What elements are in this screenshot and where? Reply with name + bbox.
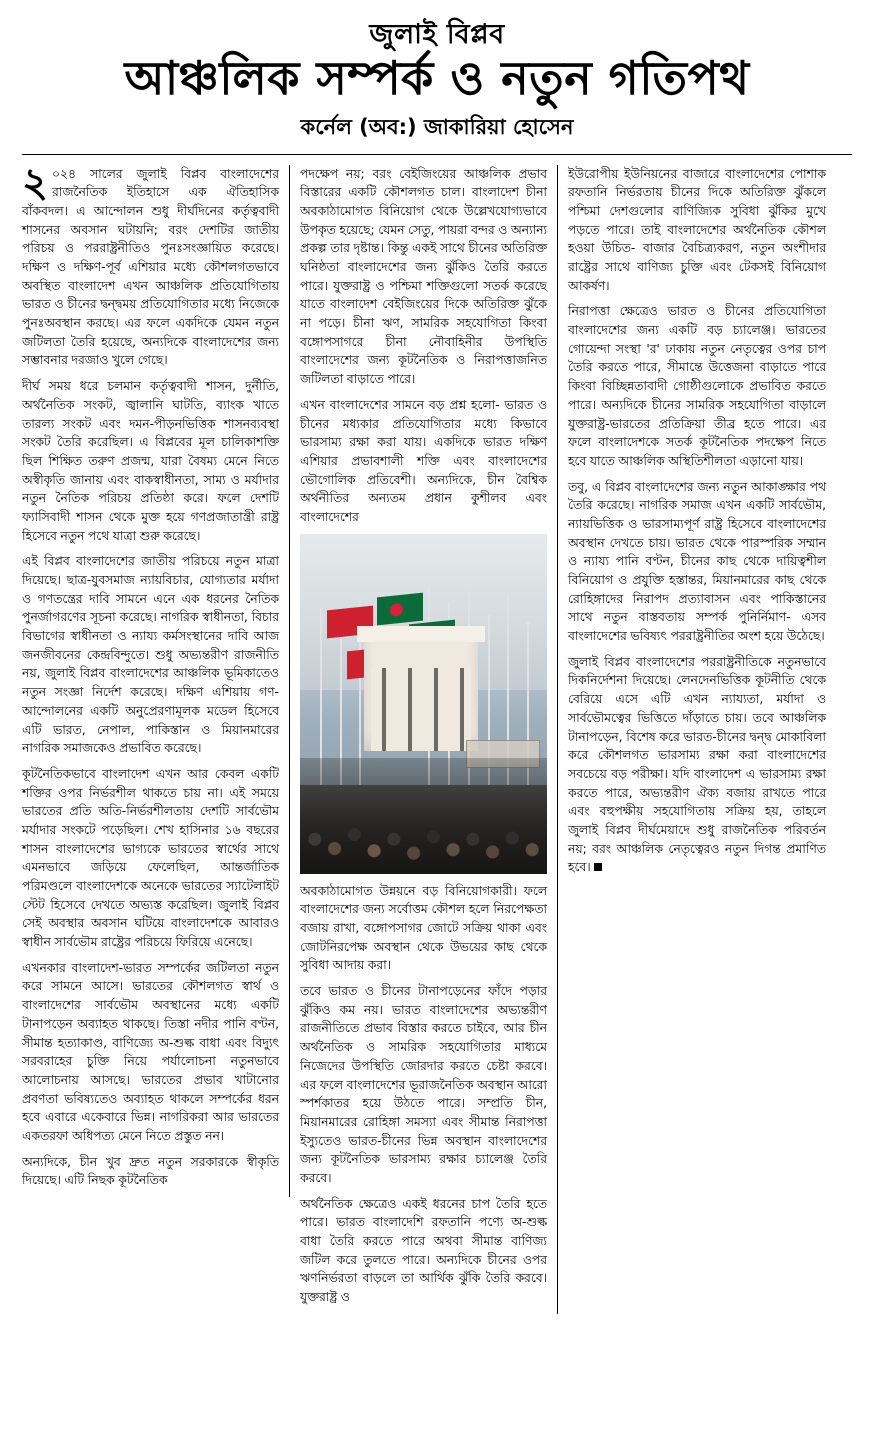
header-divider bbox=[22, 154, 852, 155]
paragraph: এখন বাংলাদেশের সামনে বড় প্রশ্ন হলো- ভারত ও চীনের মধ্যকার প্রতিযোগিতার মধ্যে কিভাবে ভারসাম্য রক্ষা করা যায়। একদিকে ভারত দক্ষিণ এশিয়ার প্রভাবশালী শক্তি এবং বাংলাদেশের ভৌগোলিক প্রতিবেশী। অন্যদিকে, চীন বৈশ্বিক অর্থনীতির অন্যতম প্রধান কুশীলব এবং বাংলাদেশের bbox=[300, 397, 547, 524]
paragraph: তবে ভারত ও চীনের টানাপড়েনের ফাঁদে পড়ার ঝুঁকিও কম নয়। ভারত বাংলাদেশের অভ্যন্তরীণ রাজনীতিতে প্রভাব বিস্তার করতে চাইবে, আর চীন অর্থনৈতিক ও সামরিক সহযোগিতার মাধ্যমে নিজেদের উপস্থিতি জোরদার করতে চেষ্টা করবে। এর ফলে বাংলাদেশের ভূরাজনৈতিক অবস্থান আরো স্পর্শকাতর হয়ে উঠতে পারে। সম্প্রতি চীন, মিয়ানমারের রোহিঙ্গা সমস্যা এবং সীমান্ত নিরাপত্তা ইস্যুতেও ভারত-চীনের ভিন্ন অবস্থান বাংলাদেশের জন্য কূটনৈতিক ভারসাম্য রক্ষার চ্যালেঞ্জ তৈরি করবে। bbox=[300, 984, 547, 1185]
byline: কর্নেল (অব:) জাকারিয়া হোসেন bbox=[300, 114, 574, 139]
paragraph bbox=[22, 159, 279, 371]
monument-pillars bbox=[371, 668, 471, 751]
national-monument bbox=[364, 636, 478, 752]
paragraph: অন্যদিকে, চীন খুব দ্রুত নতুন সরকারকে স্বীকৃতি দিয়েছে। এটি নিছক কূটনৈতিক bbox=[22, 1154, 279, 1188]
bangladesh-flag bbox=[377, 592, 423, 625]
drop-cap: ২ bbox=[22, 159, 49, 206]
paragraph: অবকাঠামোগত উন্নয়নে বড় বিনিয়োগকারী। ফলে বাংলাদেশের জন্য সর্বোত্তম কৌশল হলে নিরপেক্ষতা বজায় রাখা, বঙ্গোপসাগর জোটে সক্রিয় থাকা এবং জোটনিরপেক্ষ অবস্থান থেকে উভয়ের কাছ থেকে সুবিধা আদায় করা। bbox=[300, 883, 547, 973]
paragraph: ইউরোপীয় ইউনিয়নের বাজারে বাংলাদেশের পোশাক রফতানি নির্ভরতায় চীনের দিকে অতিরিক্ত ঝুঁকলে পশ্চিমা দেশগুলোর বাণিজ্যিক সুবিধা ঝুঁকির মুখে পড়তে পারে। তাই বাংলাদেশের অর্থনৈতিক কৌশল হওয়া উচিত- বাজার বৈচিত্র্যকরণ, নতুন অংশীদার রাষ্ট্রের সাথে বাণিজ্য চুক্তি এবং টেকসই বিনিয়োগ আকর্ষণ। bbox=[568, 166, 826, 293]
article-column-2 bbox=[290, 165, 558, 1314]
paragraph-text: জুলাই বিপ্লব বাংলাদেশের পররাষ্ট্রনীতিকে নতুনভাবে দিকনির্দেশনা দিয়েছে। লেনদেনভিত্তিক কূটনীতি থেকে বেরিয়ে এসে এটি এখন ন্যায্যতা, মর্যাদা ও সার্বভৌমত্বের ভিত্তিতে দাঁড়াতে চায়। তবে আঞ্চলিক টানাপড়েন, বিশেষ করে ভারত-চীনের দ্বন্দ্ব মোকাবিলা করে কৌশলগত ভারসাম্য রক্ষা করা বাংলাদেশের সবচেয়ে বড় পরীক্ষা। যদি বাংলাদেশ এ ভারসাম্য রক্ষা করতে পারে, অভ্যন্তরীণ ঐক্য বজায় রাখতে পারে এবং বহুপক্ষীয় সহযোগিতায় সক্রিয় হয়, তাহলে জুলাই বিপ্লব দীর্ঘমেয়াদে শুধু রাজনৈতিক পরিবর্তন নয়; বরং আঞ্চলিক নেতৃত্বেরও নতুন দিগন্ত প্রমাণিত হবে। bbox=[568, 654, 826, 875]
paragraph-text: ০২৪ সালের জুলাই বিপ্লব বাংলাদেশের রাজনৈতিক ইতিহাসে এক ঐতিহাসিক বাঁকবদল। এ আন্দোলন শুধু দীর্ঘদিনের কর্তৃত্ববাদী শাসনের অবসান ঘটায়নি; বরং দেশটির জাতীয় পরিচয় ও পররাষ্ট্রনীতিও পুনঃসংজ্ঞায়িত করেছে। দক্ষিণ ও দক্ষিণ-পূর্ব এশিয়ার মধ্যে কৌশলগতভাবে অবস্থিত বাংলাদেশ এখন আঞ্চলিক প্রতিযোগিতায় ভারত ও চীনের দ্বন্দ্বময় প্রতিযোগিতার মধ্যে নিজেকে পুনঃঅবস্থান করছে। এর ফলে একদিকে যেমন নতুন জটিলতা তৈরি হয়েছে, অন্যদিকে বাংলাদেশের জন্য সম্ভাবনার দরজাও খুলে গেছে। bbox=[22, 166, 279, 368]
article-column-1 bbox=[22, 159, 290, 1197]
end-mark-icon bbox=[594, 863, 602, 871]
masthead bbox=[22, 20, 852, 146]
paragraph: নিরাপত্তা ক্ষেত্রেও ভারত ও চীনের প্রতিযোগিতা বাংলাদেশের জন্য একটি বড় চ্যালেঞ্জ। ভারতের গোয়েন্দা সংস্থা 'র' ঢাকায় নতুন নেতৃত্বের ওপর চাপ তৈরি করতে পারে, সীমান্তে উত্তেজনা বাড়াতে পারে কিংবা বিচ্ছিন্নতাবাদী গোষ্ঠীগুলোকে প্রভাবিত করতে পারে। অন্যদিকে চীনের সামরিক সহযোগিতা বাড়ালে যুক্তরাষ্ট্র-ভারতের প্রতিক্রিয়া তীব্র হতে পারে। এর ফলে বাংলাদেশকে সতর্ক কূটনৈতিক পদক্ষেপ নিতে হবে যাতে আঞ্চলিক অস্থিতিশীলতা এড়ানো যায়। bbox=[568, 304, 826, 468]
article-photo-wrap bbox=[300, 534, 547, 874]
paragraph-last bbox=[568, 653, 826, 877]
paragraph: পদক্ষেপ নয়; বরং বেইজিংয়ের আঞ্চলিক প্রভাব বিস্তারের একটি কৌশলগত চাল। বাংলাদেশ চীনা অবকাঠামোগত বিনিয়োগ থেকে উল্লেখযোগ্যভাবে উপকৃত হয়েছে; যেমন সেতু, পায়রা বন্দর ও অন্যান্য প্রকল্প তার দৃষ্টান্ত। কিন্তু একই সাথে চীনের অতিরিক্ত ঘনিষ্ঠতা বাংলাদেশের জন্য ঝুঁকিও তৈরি করতে পারে। যুক্তরাষ্ট্র ও পশ্চিমা শক্তিগুলো সতর্ক করেছে যাতে বাংলাদেশ বেইজিংয়ের দিকে অতিরিক্ত ঝুঁকে না পড়ে। চীনা ঋণ, সামরিক সহযোগিতা কিংবা বঙ্গোপসাগরে চীনা নৌবাহিনীর উপস্থিতি বাংলাদেশের জন্য কূটনৈতিক ও নিরাপত্তাজনিত জটিলতা বাড়াতে পারে। bbox=[300, 166, 547, 387]
crowd-of-people bbox=[300, 758, 547, 874]
kicker-title: জুলাই বিপ্লব bbox=[369, 19, 505, 50]
page-title: আঞ্চলিক সম্পর্ক ও নতুন গতিপথ bbox=[124, 50, 750, 105]
paragraph: অর্থনৈতিক ক্ষেত্রেও একই ধরনের চাপ তৈরি হতে পারে। ভারত বাংলাদেশি রফতানি পণ্যে অ-শুল্ক বাধা তৈরি করতে পারে অথবা সীমান্ত বাণিজ্য জটিল করে তুলতে পারে। অন্যদিকে চীনের ওপর ঋণনির্ভরতা বাড়লে তা আর্থিক ঝুঁকি তৈরি করবে। যুক্তরাষ্ট্র ও bbox=[300, 1196, 547, 1305]
article-column-3 bbox=[558, 165, 826, 884]
paragraph: দীর্ঘ সময় ধরে চলমান কর্তৃত্ববাদী শাসন, দুর্নীতি, অর্থনৈতিক সংকট, জ্বালানি ঘাটতি, ব্যাংক খাতে তারল্য সংকট এবং দমন-পীড়নভিত্তিক শাসনব্যবস্থা সংকট তৈরি করেছিল। এ বিপ্লবের মূল চালিকাশক্তি ছিল শিক্ষিত তরুণ প্রজন্ম, যারা বৈষম্য মেনে নিতে অস্বীকৃতি জানায় এবং বাকস্বাধীনতা, সাম্য ও মর্যাদার নতুন নৈতিক পরিচয় প্রতিষ্ঠা করে। ফলে দেশটি ফ্যাসিবাদী শাসন থেকে মুক্ত হয়ে গণপ্রজাতান্ত্রী রাষ্ট্র হিসেবে নতুন পথে যাত্রা শুরু করেছে। bbox=[22, 379, 279, 543]
crowd-at-national-monument-photo bbox=[300, 534, 547, 874]
article-columns bbox=[22, 159, 852, 1314]
paragraph: এখনকার বাংলাদেশ-ভারত সম্পর্কের জটিলতা নতুন করে সামনে আসে। ভারতের কৌশলগত স্বার্থ ও বাংলাদেশের সার্বভৌম অবস্থানের মধ্যে একটি টানাপড়েন অব্যাহত থাকছে। তিস্তা নদীর পানি বণ্টন, সীমান্ত হত্যাকাণ্ড, বাণিজ্যে অ-শুল্ক বাধা এবং বিদ্যুৎ সরবরাহের চুক্তি নিয়ে পর্যালোচনা নতুনভাবে আলোচনায় আসছে। ভারতের প্রভাব খাটানোর প্রবণতা ভবিষ্যতেও অব্যাহত থাকলে সম্পর্কের ধরন হবে এবারে একেবারে ভিন্ন। নাগরিকরা আর ভারতের একতরফা অধিপত্য মেনে নিতে প্রস্তুত নন। bbox=[22, 960, 279, 1143]
paragraph: কূটনৈতিকভাবে বাংলাদেশ এখন আর কেবল একটি শক্তির ওপর নির্ভরশীল থাকতে চায় না। এই সময়ে ভারতের প্রতি অতি-নির্ভরশীলতায় দেশটি সার্বভৌম মর্যাদার সংকটে পড়েছিল। শেখ হাসিনার ১৬ বছরের শাসন বাংলাদেশের ভাগ্যকে ভারতের স্বার্থের সাথে এমনভাবে জড়িয়ে ফেলেছিল, আন্তর্জাতিক পরিমণ্ডলে বাংলাদেশকে অনেকে ভারতের স্যাটেলাইট স্টেট হিসেবে দেখতে অভ্যস্ত করেছিল। জুলাই বিপ্লব সেই অবস্থার অবসান ঘটিয়ে বাংলাদেশকে আবারও স্বাধীন সার্বভৌম রাষ্ট্রের পরিচয়ে ফিরিয়ে এনেছে। bbox=[22, 766, 279, 950]
paragraph: তবু, এ বিপ্লব বাংলাদেশের জন্য নতুন আকাঙ্ক্ষার পথ তৈরি করেছে। নাগরিক সমাজ এখন একটি সার্বভৌম, ন্যায়ভিত্তিক ও ভারসাম্যপূর্ণ রাষ্ট্র হিসেবে বাংলাদেশের অবস্থান দেখতে চায়। ভারত থেকে পারস্পরিক সম্মান ও ন্যায্য পানি বণ্টন, চীনের কাছ থেকে দায়িত্বশীল বিনিয়োগ ও প্রযুক্তি হস্তান্তর, মিয়ানমারের কাছ থেকে রোহিঙ্গাদের নিরাপদ প্রত্যাবাসন এবং পাকিস্তানের সাথে নতুন বাস্তবতায় সম্পর্ক পুনির্নিমাণ- এসব বাংলাদেশের ভবিষ্যৎ পররাষ্ট্রনীতির অংশ হয়ে উঠেছে। bbox=[568, 479, 826, 644]
paragraph: এই বিপ্লব বাংলাদেশের জাতীয় পরিচয়ে নতুন মাত্রা দিয়েছে। ছাত্র-যুবসমাজ ন্যায়বিচার, যোগ্যতার মর্যাদা ও গণতন্ত্রের দাবি সামনে এনে এক ধরনের নৈতিক পুনর্জাগরণের সূচনা করেছে। নাগরিক স্বাধীনতা, বিচার বিভাগের স্বাধীনতা ও ন্যায্য কর্মসংস্থানের দাবি আজ জনজীবনের কেন্দ্রবিন্দুতে। শুধু অভ্যন্তরীণ রাজনীতি নয়, জুলাই বিপ্লব বাংলাদেশের আঞ্চলিক ভূমিকাতেও নতুন সংজ্ঞা নির্দেশ করেছে। দক্ষিণ এশিয়ায় গণ-আন্দোলনের একটি অনুপ্রেরণামূলক মডেল হিসেবে এটি ভারত, নেপাল, পাকিস্তান ও মিয়ানমারের নাগরিক সমাজকেও প্রভাবিত করেছে। bbox=[22, 554, 279, 756]
